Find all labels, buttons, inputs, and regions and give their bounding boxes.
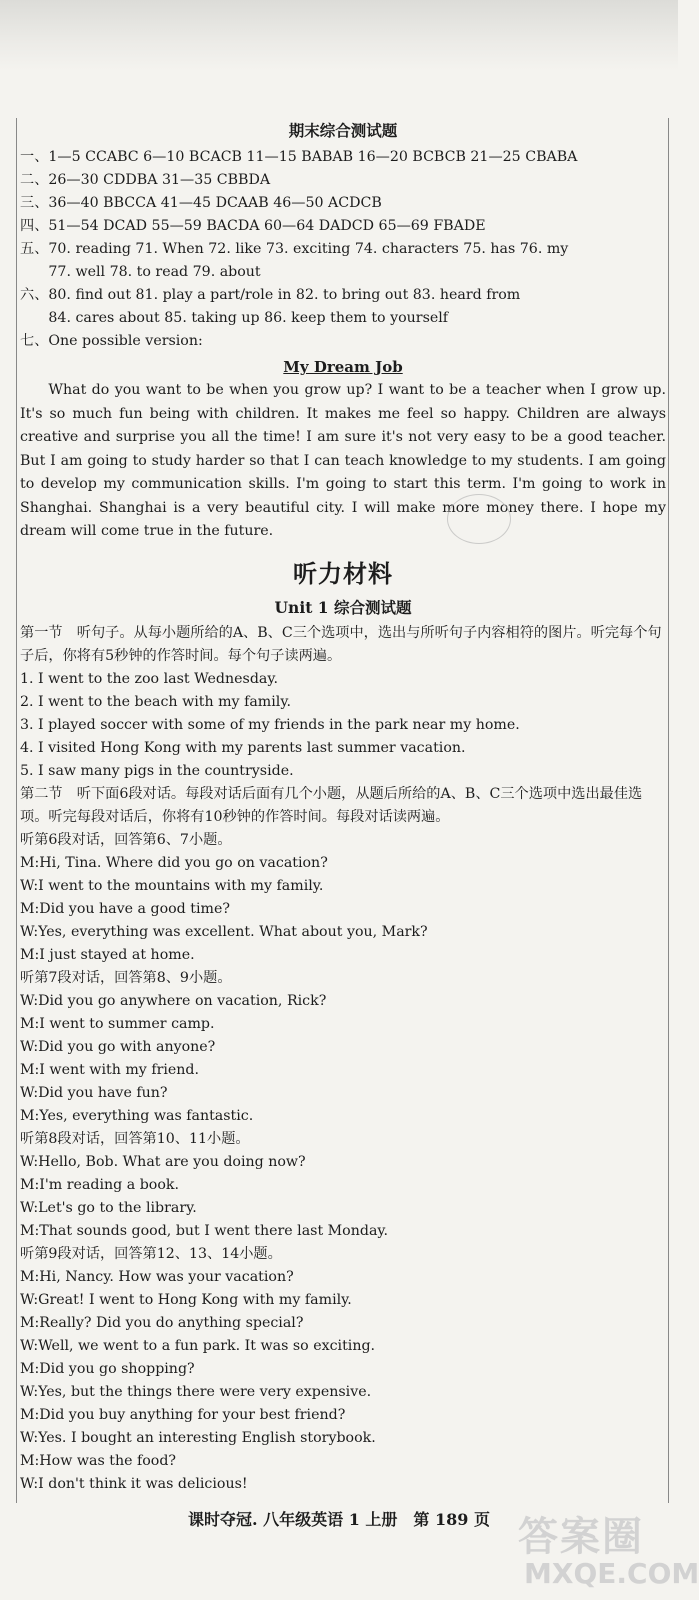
- dialog-line: M:I'm reading a book.: [20, 1176, 179, 1193]
- answer-line-7: 六、80. find out 81. play a part/role in 82. to bring out 83. heard from: [20, 287, 521, 303]
- answer-line-9: 七、One possible version:: [20, 333, 203, 349]
- dialog-line: W:Yes, everything was excellent. What about you, Mark?: [20, 923, 428, 940]
- answer-line-2: 二、26—30 CDDBA 31—35 CBBDA: [20, 172, 271, 188]
- dialog-line: M:Did you buy anything for your best friend?: [20, 1406, 346, 1423]
- watermark-logo: 答案圈: [518, 1514, 644, 1560]
- sentence-1: 1. I went to the zoo last Wednesday.: [20, 670, 278, 687]
- ink-stamp: [447, 494, 511, 544]
- watermark-url: MXQE.COM: [524, 1557, 699, 1590]
- page-footer: 课时夺冠. 八年级英语 1 上册 第 189 页: [188, 1510, 490, 1529]
- sentence-4: 4. I visited Hong Kong with my parents last summer vacation.: [20, 739, 466, 756]
- dialog-line: W:I don't think it was delicious!: [20, 1475, 248, 1492]
- answer-line-6: 77. well 78. to read 79. about: [48, 264, 261, 280]
- dialog-line: M:I went with my friend.: [20, 1061, 200, 1078]
- essay-title: My Dream Job: [283, 358, 403, 376]
- dialog-line: W:Did you go with anyone?: [20, 1038, 216, 1055]
- dialog-line: W:Yes, but the things there were very expensive.: [20, 1383, 372, 1400]
- answer-line-8: 84. cares about 85. taking up 86. keep them to yourself: [48, 310, 449, 326]
- dialog-line: W:Did you have fun?: [20, 1084, 168, 1101]
- dialog-line: M:Hi, Tina. Where did you go on vacation?: [20, 854, 328, 871]
- scan-top-shadow: [0, 0, 678, 70]
- dialog-line: W:Great! I went to Hong Kong with my family.: [20, 1291, 352, 1308]
- answer-line-1: 一、1—5 CCABC 6—10 BCACB 11—15 BABAB 16—20 BCBCB 21—25 CBABA: [20, 149, 578, 165]
- dialog-line: M:I just stayed at home.: [20, 946, 195, 963]
- dialog-line: M:Did you go shopping?: [20, 1360, 195, 1377]
- dialog-line: W:Let's go to the library.: [20, 1199, 197, 1216]
- section2-instructions: 第二节 听下面6段对话。每段对话后面有几个小题，从题后所给的A、B、C三个选项中选出最佳选项。听完每段对话后，你将有10秒钟的作答时间。每段对话读两遍。: [20, 785, 643, 825]
- essay-text: What do you want to be when you grow up? I want to be a teacher when I grow up. It's so much fun being with children. It makes me feel so happy. Children are always creative and surprise you all the time! I am sure it's not very easy to be a good teacher. But I am going to study harder so that I can teach knowledge to my students. I am going to develop my communication skills. I'm going to start this term. I'm going to work in Shanghai. Shanghai is a very beautiful city. I will make more money there. I hope my dream will come true in the future.: [20, 382, 666, 539]
- dialog-line: W:Did you go anywhere on vacation, Rick?: [20, 992, 327, 1009]
- dialog-line: 听第9段对话，回答第12、13、14小题。: [20, 1245, 282, 1262]
- dialog-line: M:Hi, Nancy. How was your vacation?: [20, 1268, 294, 1285]
- dialog-line: M:I went to summer camp.: [20, 1015, 215, 1032]
- dialog-line: W:Yes. I bought an interesting English storybook.: [20, 1429, 376, 1446]
- dialog-line: M:That sounds good, but I went there last Monday.: [20, 1222, 389, 1239]
- sentence-5: 5. I saw many pigs in the countryside.: [20, 762, 294, 779]
- dialog-line: W:Hello, Bob. What are you doing now?: [20, 1153, 306, 1170]
- listening-title: 听力材料: [293, 558, 393, 588]
- answer-line-5: 五、70. reading 71. When 72. like 73. exciting 74. characters 75. has 76. my: [20, 241, 569, 257]
- dialog-line: W:Well, we went to a fun park. It was so exciting.: [20, 1337, 376, 1354]
- sentence-2: 2. I went to the beach with my family.: [20, 693, 291, 710]
- dialog-line: 听第8段对话，回答第10、11小题。: [20, 1130, 250, 1147]
- answer-line-3: 三、36—40 BBCCA 41—45 DCAAB 46—50 ACDCB: [20, 195, 382, 211]
- section1-instructions: 第一节 听句子。从每小题所给的A、B、C三个选项中，选出与所听句子内容相符的图片。听完每个句子后，你将有5秒钟的作答时间。每个句子读两遍。: [20, 624, 662, 664]
- answer-line-4: 四、51—54 DCAD 55—59 BACDA 60—64 DADCD 65—69 FBADE: [20, 218, 486, 234]
- sentence-3: 3. I played soccer with some of my friends in the park near my home.: [20, 716, 520, 733]
- dialog-line: M:How was the food?: [20, 1452, 177, 1469]
- dialog-line: 听第6段对话，回答第6、7小题。: [20, 831, 232, 848]
- dialog-line: M:Really? Did you do anything special?: [20, 1314, 304, 1331]
- page-border-left: [16, 118, 17, 1503]
- answers-title: 期末综合测试题: [288, 121, 398, 140]
- page-content: [20, 118, 666, 1496]
- unit-title: Unit 1 综合测试题: [274, 597, 412, 617]
- site-watermark: [500, 1505, 699, 1595]
- dialog-line: M:Did you have a good time?: [20, 900, 230, 917]
- dialog-line: 听第7段对话，回答第8、9小题。: [20, 969, 232, 986]
- page-border-right: [668, 118, 669, 1503]
- dialog-line: W:I went to the mountains with my family.: [20, 877, 324, 894]
- dialog-line: M:Yes, everything was fantastic.: [20, 1107, 254, 1124]
